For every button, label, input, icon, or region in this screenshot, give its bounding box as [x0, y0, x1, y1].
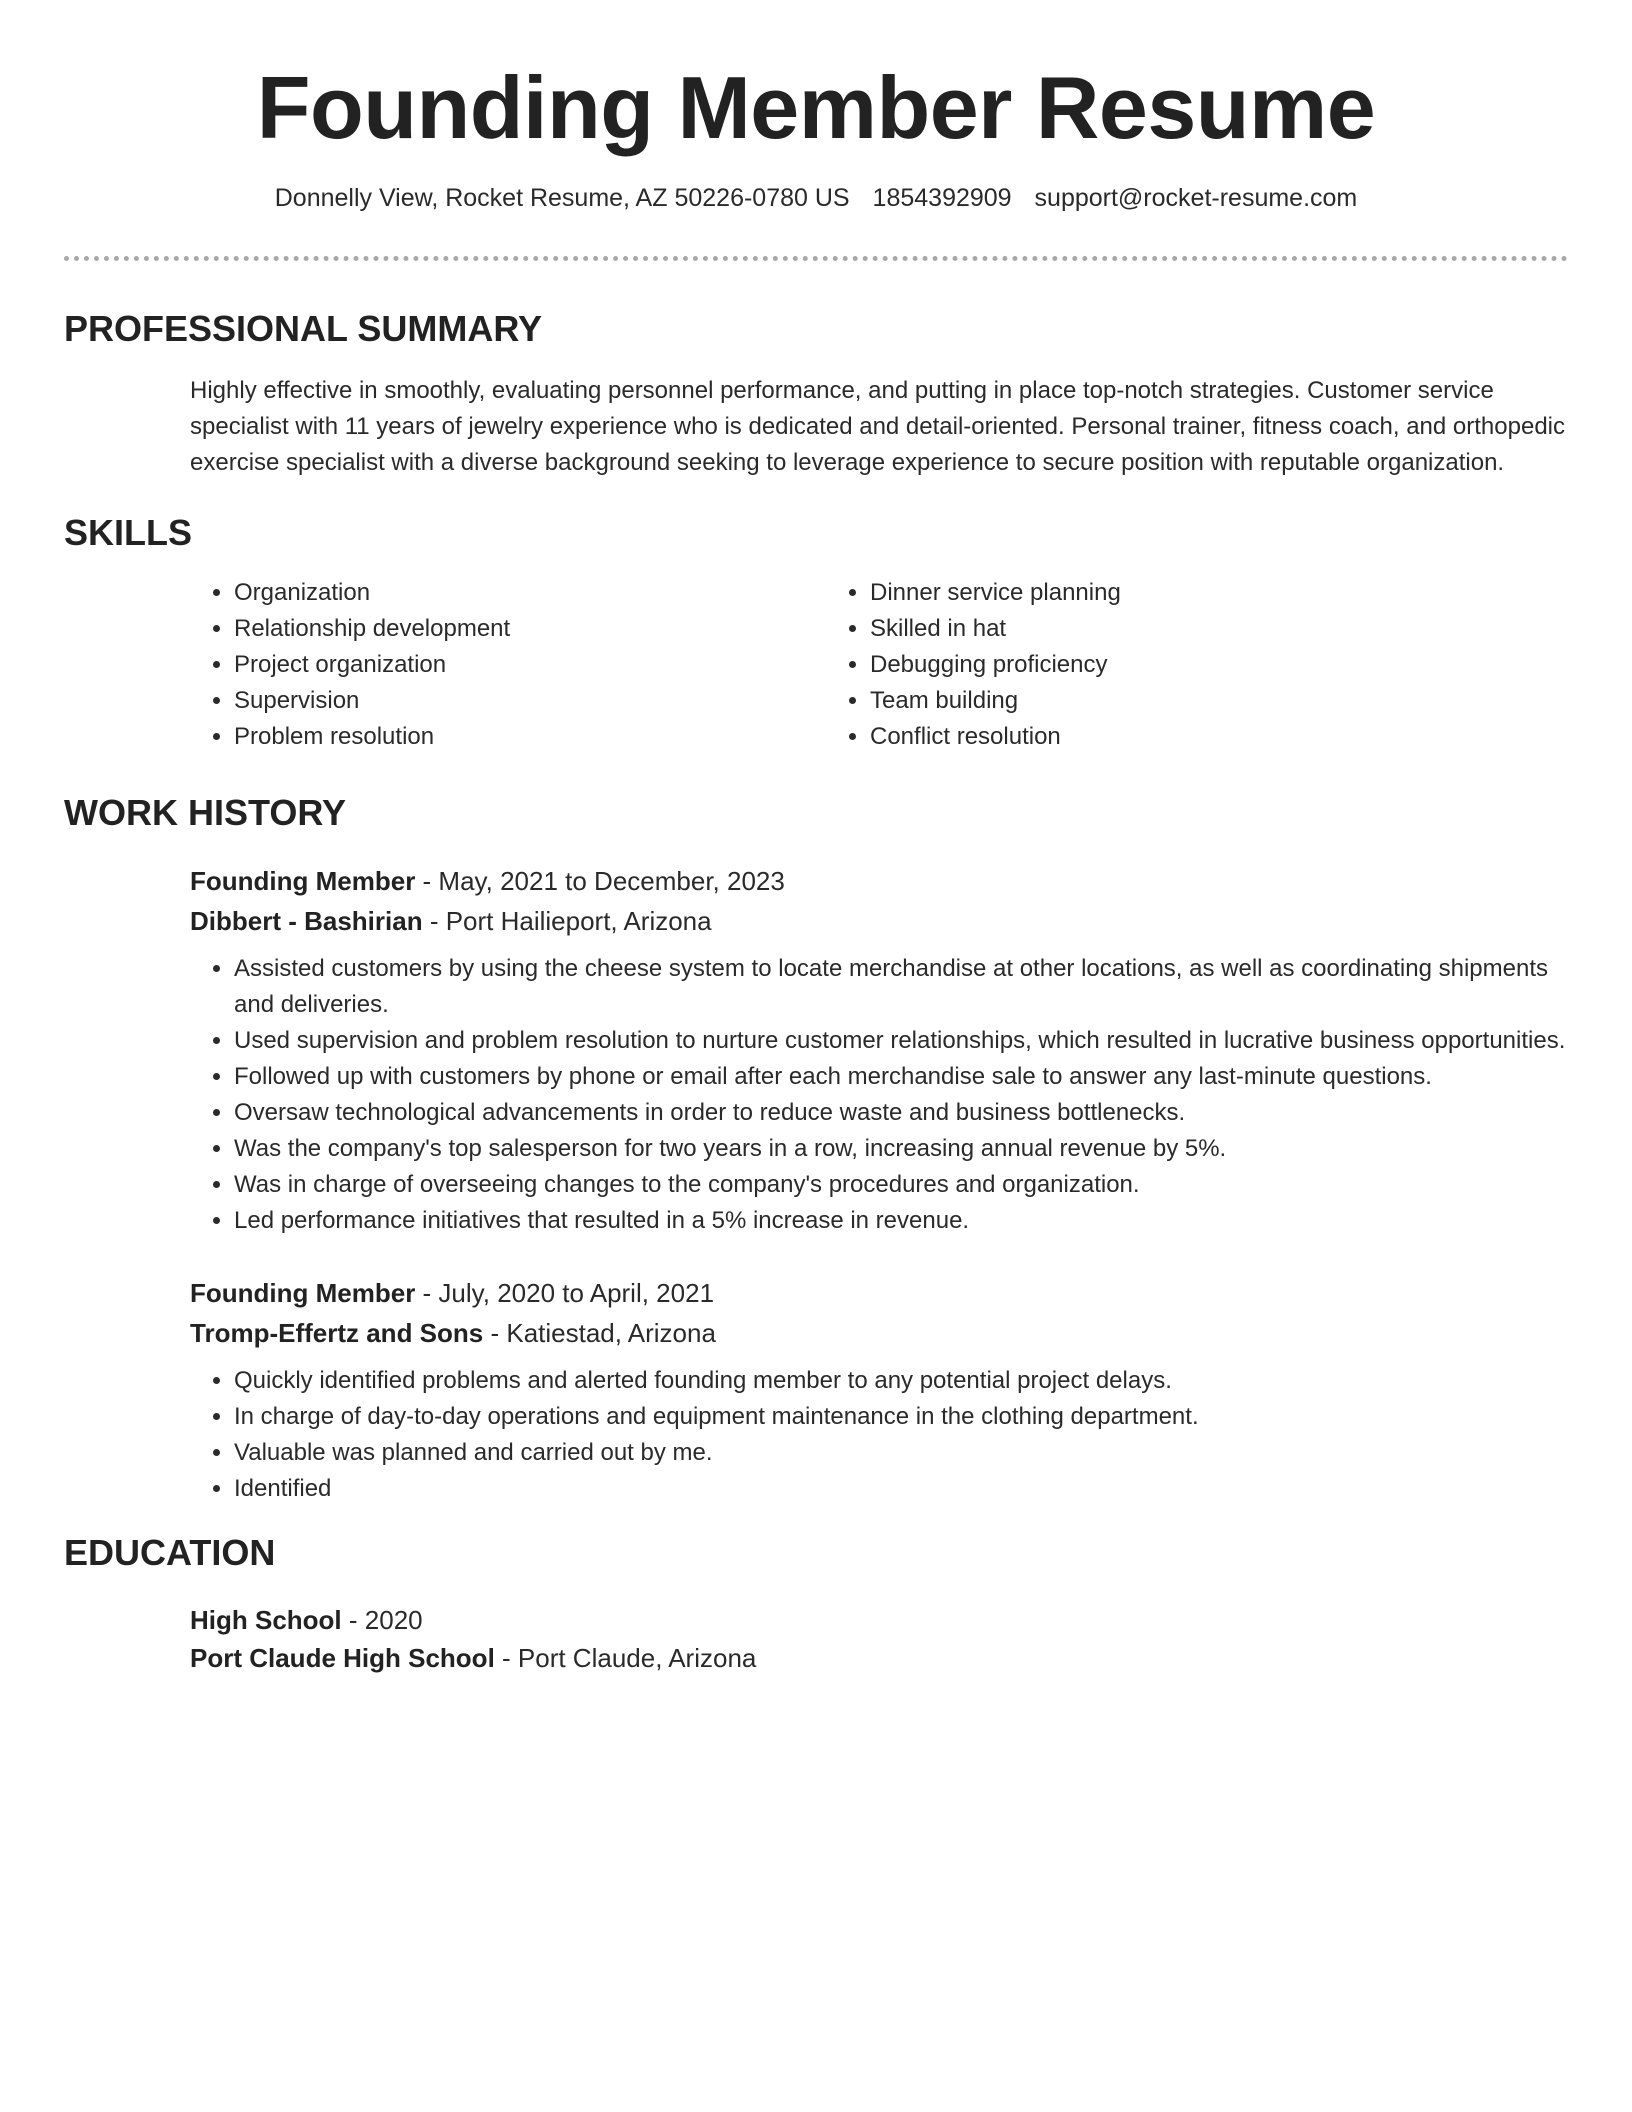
skill-item: • Debugging proficiency [870, 647, 1462, 683]
job-position-line [190, 861, 1568, 901]
education-degree: High School [190, 1605, 342, 1635]
job-bullet: • In charge of day-to-day operations and equipment maintenance in the clothing department. [234, 1399, 1568, 1435]
resume-title: Founding Member Resume [256, 58, 1376, 157]
job-bullet: • Quickly identified problems and alerted founding member to any potential project delays. [234, 1363, 1568, 1399]
header-divider [64, 256, 1568, 261]
skill-item: • Conflict resolution [870, 719, 1462, 755]
job-entry [190, 861, 1568, 1239]
contact-email: support@rocket-resume.com [1034, 184, 1358, 212]
skill-item: • Relationship development [234, 611, 826, 647]
skills-heading: SKILLS [64, 512, 193, 553]
job-bullet: • Was the company's top salesperson for two years in a row, increasing annual revenue by 5%. [234, 1131, 1568, 1167]
contact-phone: 1854392909 [872, 184, 1012, 212]
job-position-line [190, 1273, 1568, 1313]
work-history-heading: WORK HISTORY [64, 792, 347, 833]
skill-item: • Problem resolution [234, 719, 826, 755]
contact-info [64, 182, 1568, 214]
job-location: - Port Hailieport, Arizona [422, 906, 712, 936]
education-school-line [190, 1639, 1568, 1677]
job-dates: - July, 2020 to April, 2021 [415, 1278, 715, 1308]
job-company-line [190, 901, 1568, 941]
job-position: Founding Member [190, 866, 416, 896]
skill-item: • Dinner service planning [870, 575, 1462, 611]
job-company: Dibbert - Bashirian [190, 906, 423, 936]
education-entry [190, 1601, 1568, 1677]
job-bullet: • Assisted customers by using the cheese system to locate merchandise at other locations, as well as coordinating shipments and deliveries. [234, 951, 1568, 1023]
job-position: Founding Member [190, 1278, 416, 1308]
job-company-line [190, 1313, 1568, 1353]
job-bullet: • Led performance initiatives that resulted in a 5% increase in revenue. [234, 1203, 1568, 1239]
job-bullet: • Oversaw technological advancements in order to reduce waste and business bottlenecks. [234, 1095, 1568, 1131]
summary-heading: PROFESSIONAL SUMMARY [64, 308, 543, 349]
job-entry [190, 1273, 1568, 1507]
job-bullet: • Followed up with customers by phone or email after each merchandise sale to answer any last-minute questions. [234, 1059, 1568, 1095]
skill-item: • Project organization [234, 647, 826, 683]
job-bullets [190, 951, 1568, 1239]
education-heading: EDUCATION [64, 1532, 276, 1573]
job-bullet: • Valuable was planned and carried out by me. [234, 1435, 1568, 1471]
education-year: - 2020 [341, 1605, 423, 1635]
resume-header [64, 0, 1568, 214]
job-bullet: • Used supervision and problem resolution to nurture customer relationships, which resulted in lucrative business opportunities. [234, 1023, 1568, 1059]
job-company: Tromp-Effertz and Sons [190, 1318, 484, 1348]
skills-column-right [826, 575, 1462, 755]
skills-column-left [190, 575, 826, 755]
job-bullets [190, 1363, 1568, 1507]
skill-item: • Team building [870, 683, 1462, 719]
summary-text: Highly effective in smoothly, evaluating personnel performance, and putting in place top-notch strategies. Customer service specialist with 11 years of jewelry experience who is dedicated and detail-oriented. Personal trainer, fitness coach, and orthopedic exercise specialist with a diverse background seeking to leverage experience to secure position with reputable organization. [190, 377, 1565, 476]
education-location: - Port Claude, Arizona [494, 1643, 757, 1673]
skill-item: • Supervision [234, 683, 826, 719]
skill-item: • Organization [234, 575, 826, 611]
job-bullet: • Was in charge of overseeing changes to the company's procedures and organization. [234, 1167, 1568, 1203]
job-bullet: • Identified [234, 1471, 1568, 1507]
contact-address: Donnelly View, Rocket Resume, AZ 50226-0780 US [274, 184, 850, 212]
skills-list [190, 575, 1568, 755]
education-school: Port Claude High School [190, 1643, 495, 1673]
education-degree-line [190, 1601, 1568, 1639]
job-location: - Katiestad, Arizona [483, 1318, 716, 1348]
job-dates: - May, 2021 to December, 2023 [415, 866, 785, 896]
skill-item: • Skilled in hat [870, 611, 1462, 647]
